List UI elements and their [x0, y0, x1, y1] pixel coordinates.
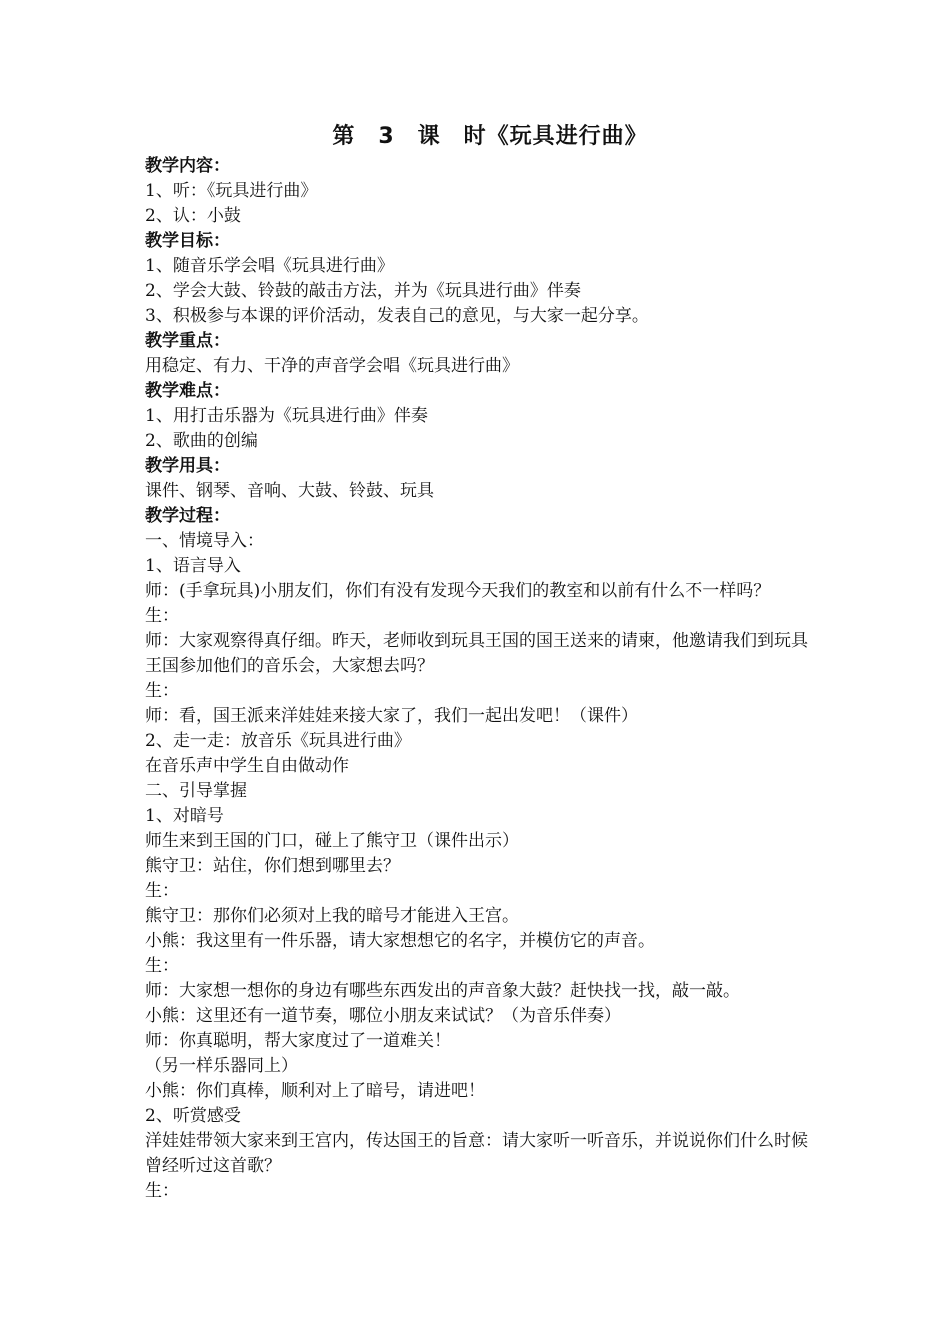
- process-line: 1、对暗号: [145, 806, 224, 826]
- process-line: 生：: [145, 1181, 179, 1201]
- process-line: 1、语言导入: [145, 556, 241, 576]
- process-line: 师：你真聪明，帮大家度过了一道难关！: [145, 1031, 451, 1051]
- content-item: 2、认：小鼓: [145, 206, 241, 226]
- key-point-item: 用稳定、有力、干净的声音学会唱《玩具进行曲》: [145, 356, 519, 376]
- section-heading-process: 教学过程：: [145, 506, 230, 526]
- section-heading-difficulties: 教学难点：: [145, 381, 230, 401]
- process-line: （另一样乐器同上）: [145, 1056, 298, 1076]
- process-paragraph: 师：大家观察得真仔细。昨天，老师收到玩具王国的国王送来的请柬，他邀请我们到玩具王国参加他们的音乐会，大家想去吗？: [145, 631, 808, 676]
- section-heading-objectives: 教学目标：: [145, 231, 230, 251]
- process-line: 小熊：你们真棒，顺利对上了暗号，请进吧！: [145, 1081, 485, 1101]
- process-line: 小熊：我这里有一件乐器，请大家想想它的名字，并模仿它的声音。: [145, 931, 655, 951]
- process-line: 在音乐声中学生自由做动作: [145, 756, 349, 776]
- process-line: 2、听赏感受: [145, 1106, 241, 1126]
- content-item: 1、听：《玩具进行曲》: [145, 181, 318, 201]
- process-line: 师：看，国王派来洋娃娃来接大家了，我们一起出发吧！（课件）: [145, 706, 638, 726]
- process-paragraph: 洋娃娃带领大家来到王宫内，传达国王的旨意：请大家听一听音乐，并说说你们什么时候曾经听过这首歌？: [145, 1131, 808, 1176]
- process-line: 生：: [145, 956, 179, 976]
- process-line: 2、走一走：放音乐《玩具进行曲》: [145, 731, 411, 751]
- difficulty-item: 2、歌曲的创编: [145, 431, 258, 451]
- process-line: 熊守卫：那你们必须对上我的暗号才能进入王宫。: [145, 906, 519, 926]
- process-paragraph: 师：大家想一想你的身边有哪些东西发出的声音象大鼓？赶快找一找，敲一敲。: [145, 981, 740, 1001]
- document-page: [145, 120, 815, 1204]
- process-line: 二、引导掌握: [145, 781, 247, 801]
- page-title: 第 3 课 时《玩具进行曲》: [332, 124, 648, 149]
- section-heading-tools: 教学用具：: [145, 456, 230, 476]
- process-paragraph: 师：(手拿玩具)小朋友们，你们有没有发现今天我们的教室和以前有什么不一样吗？: [145, 581, 771, 601]
- process-line: 小熊：这里还有一道节奏，哪位小朋友来试试？（为音乐伴奏）: [145, 1006, 621, 1026]
- process-line: 一、情境导入：: [145, 531, 264, 551]
- section-heading-key-points: 教学重点：: [145, 331, 230, 351]
- objective-item: 2、学会大鼓、铃鼓的敲击方法，并为《玩具进行曲》伴奏: [145, 281, 581, 301]
- process-line: 熊守卫：站住，你们想到哪里去？: [145, 856, 400, 876]
- process-line: 师生来到王国的门口，碰上了熊守卫（课件出示）: [145, 831, 519, 851]
- process-line: 生：: [145, 681, 179, 701]
- tools-item: 课件、钢琴、音响、大鼓、铃鼓、玩具: [145, 481, 434, 501]
- process-line: 生：: [145, 606, 179, 626]
- section-heading-content: 教学内容：: [145, 156, 230, 176]
- difficulty-item: 1、用打击乐器为《玩具进行曲》伴奏: [145, 406, 428, 426]
- process-line: 生：: [145, 881, 179, 901]
- objective-item: 3、积极参与本课的评价活动，发表自己的意见，与大家一起分享。: [145, 306, 649, 326]
- objective-item: 1、随音乐学会唱《玩具进行曲》: [145, 256, 394, 276]
